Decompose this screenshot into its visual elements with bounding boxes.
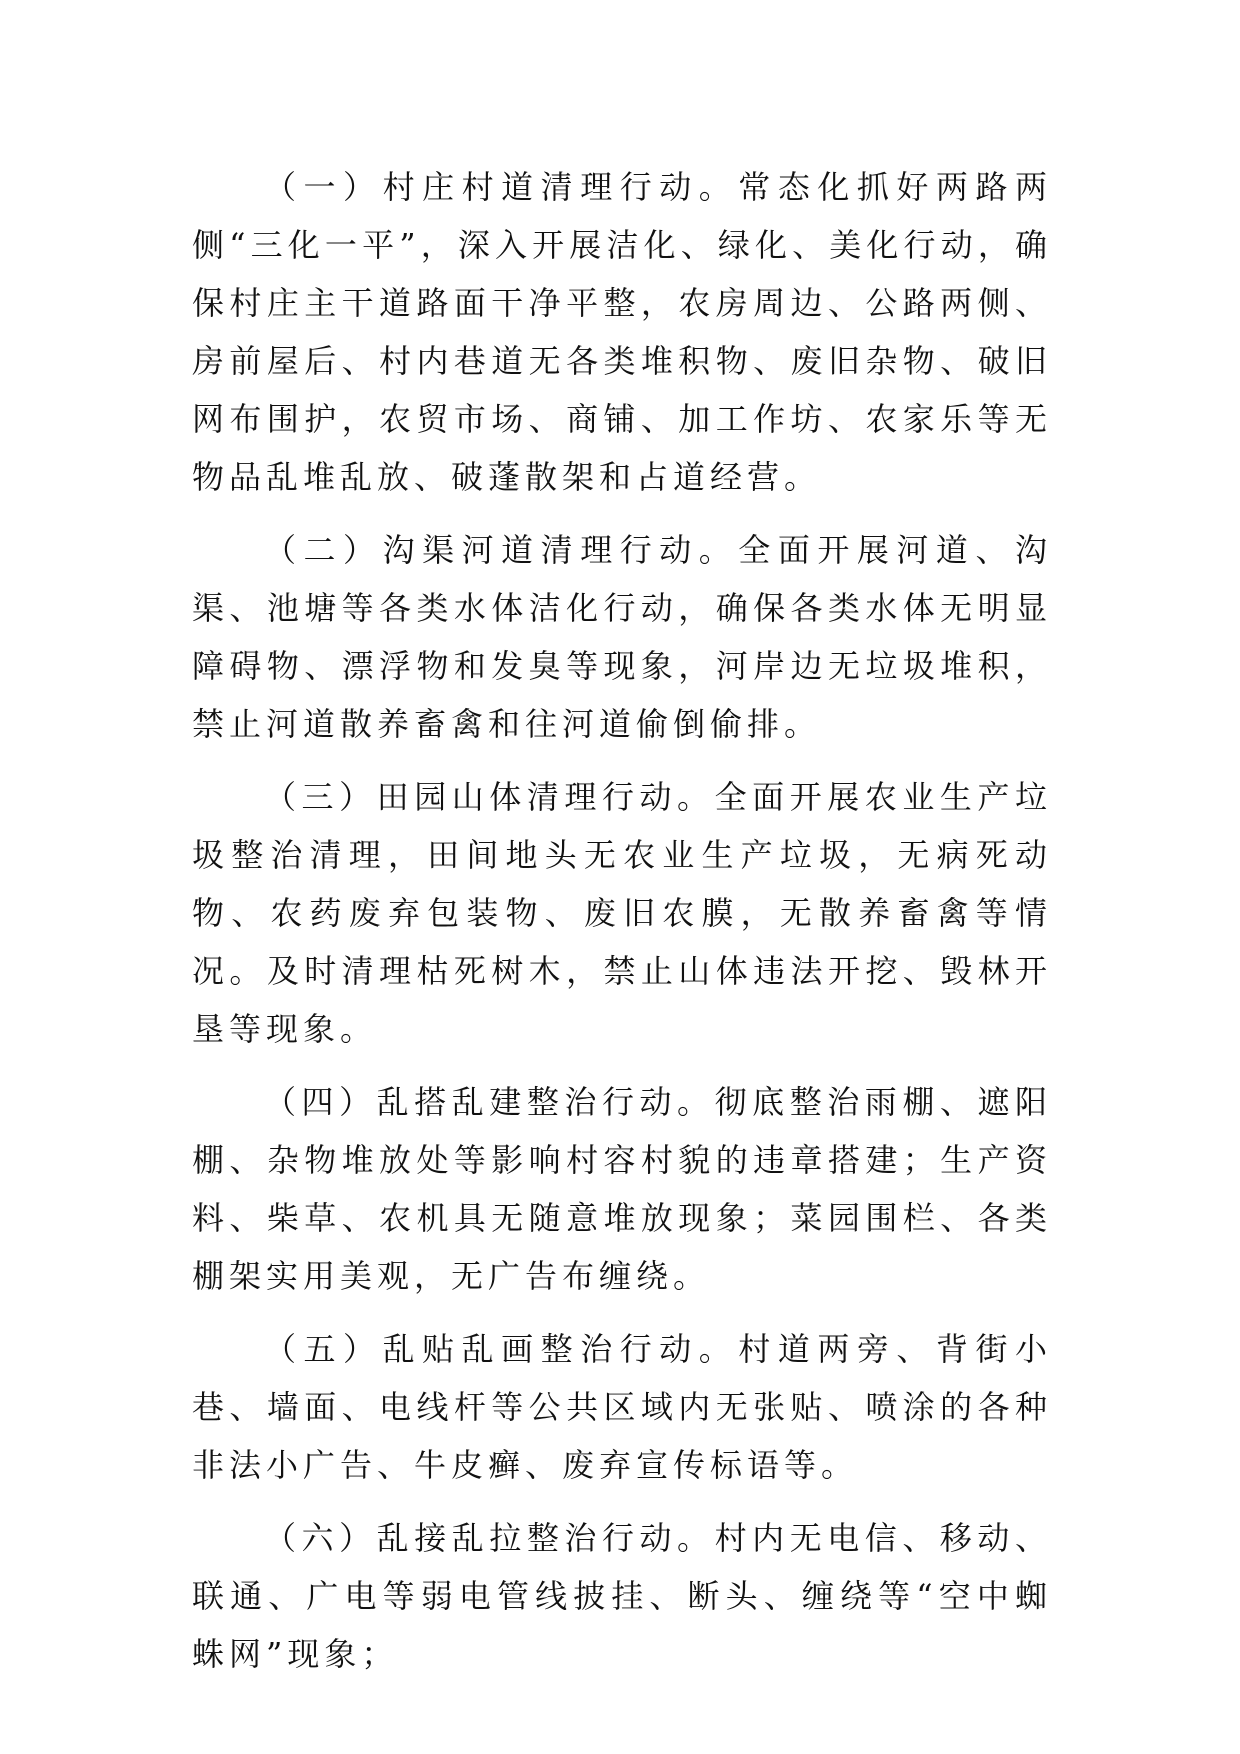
paragraph-5: （五）乱贴乱画整治行动。村道两旁、背街小巷、墙面、电线杆等公共区域内无张贴、喷涂的各种非法小广告、牛皮癣、废弃宣传标语等。 [192, 1330, 1052, 1484]
paragraph-2: （二）沟渠河道清理行动。全面开展河道、沟渠、池塘等各类水体洁化行动，确保各类水体无明显障碍物、漂浮物和发臭等现象，河岸边无垃圾堆积，禁止河道散养畜禽和往河道偷倒偷排。 [192, 531, 1052, 743]
paragraph-6: （六）乱接乱拉整治行动。村内无电信、移动、联通、广电等弱电管线披挂、断头、缠绕等“空中蜘蛛网”现象； [192, 1519, 1052, 1673]
paragraph-3: （三）田园山体清理行动。全面开展农业生产垃圾整治清理，田间地头无农业生产垃圾，无病死动物、农药废弃包装物、废旧农膜，无散养畜禽等情况。及时清理枯死树木，禁止山体违法开挖、毁林开垦等现象。 [192, 778, 1052, 1048]
paragraph-1: （一）村庄村道清理行动。常态化抓好两路两侧“三化一平”，深入开展洁化、绿化、美化行动，确保村庄主干道路面干净平整，农房周边、公路两侧、房前屋后、村内巷道无各类堆积物、废旧杂物、破旧网布围护，农贸市场、商铺、加工作坊、农家乐等无物品乱堆乱放、破蓬散架和占道经营。 [192, 168, 1052, 496]
paragraph-4: （四）乱搭乱建整治行动。彻底整治雨棚、遮阳棚、杂物堆放处等影响村容村貌的违章搭建；生产资料、柴草、农机具无随意堆放现象；菜园围栏、各类棚架实用美观，无广告布缠绕。 [192, 1083, 1052, 1295]
document-body [192, 158, 1052, 1698]
